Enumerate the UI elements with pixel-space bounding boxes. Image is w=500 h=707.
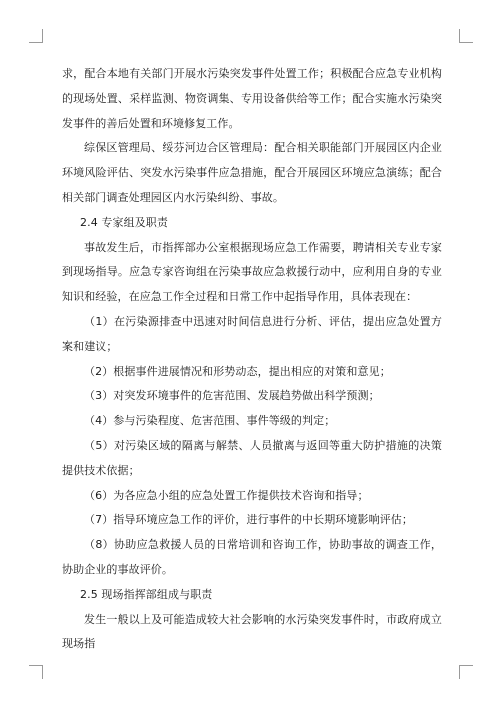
section-heading: 2.4 专家组及职责: [80, 215, 168, 229]
paragraph: 事故发生后，市指挥部办公室根据现场应急工作需要，聘请相关专业专家到现场指导。应急专家咨询组在污染事故应急救援行动中，应利用自身的专业知识和经验，在应急工作全过程和日常工作中起指导作用，具体表现在：: [62, 240, 442, 304]
crop-mark-bottom-right: [459, 665, 473, 679]
paragraph: 综保区管理局、绥芬河边合区管理局：配合相关职能部门开展园区内企业环境风险评估、突发水污染事件应急措施，配合开展园区环境应急演练；配合相关部门调查处理园区内水污染纠纷、事故。: [62, 141, 442, 204]
paragraph: 发生一般以上及可能造成较大社会影响的水污染突发事件时，市政府成立现场指: [62, 612, 442, 651]
list-item: （7）指导环境应急工作的评价，进行事件的中长期环境影响评估；: [84, 513, 413, 527]
list-item: （5）对污染区域的隔离与解禁、人员撤离与返回等重大防护措施的决策提供技术依据；: [62, 438, 442, 477]
list-item: （6）为各应急小组的应急处置工作提供技术咨询和指导；: [84, 488, 369, 502]
list-item: （8）协助应急救援人员的日常培训和咨询工作，协助事故的调查工作，协助企业的事故评价。: [62, 538, 442, 576]
document-body: [62, 62, 442, 657]
list-item: （3）对突发环境事件的危害范围、发展趋势做出科学预测；: [84, 389, 380, 403]
crop-mark-top-left: [29, 29, 43, 43]
list-item: （2）根据事件进展情况和形势动态，提出相应的对策和意见；: [84, 364, 391, 378]
paragraph: 求，配合本地有关部门开展水污染突发事件处置工作；积极配合应急专业机构的现场处置、采样监测、物资调集、专用设备供给等工作；配合实施水污染突发事件的善后处置和环境修复工作。: [62, 67, 442, 130]
crop-mark-bottom-left: [29, 665, 43, 679]
section-heading: 2.5 现场指挥部组成与职责: [80, 587, 213, 601]
list-item: （4）参与污染程度、危害范围、事件等级的判定；: [84, 414, 336, 428]
crop-mark-top-right: [459, 29, 473, 43]
list-item: （1）在污染源排查中迅速对时间信息进行分析、评估，提出应急处置方案和建议；: [62, 314, 442, 353]
